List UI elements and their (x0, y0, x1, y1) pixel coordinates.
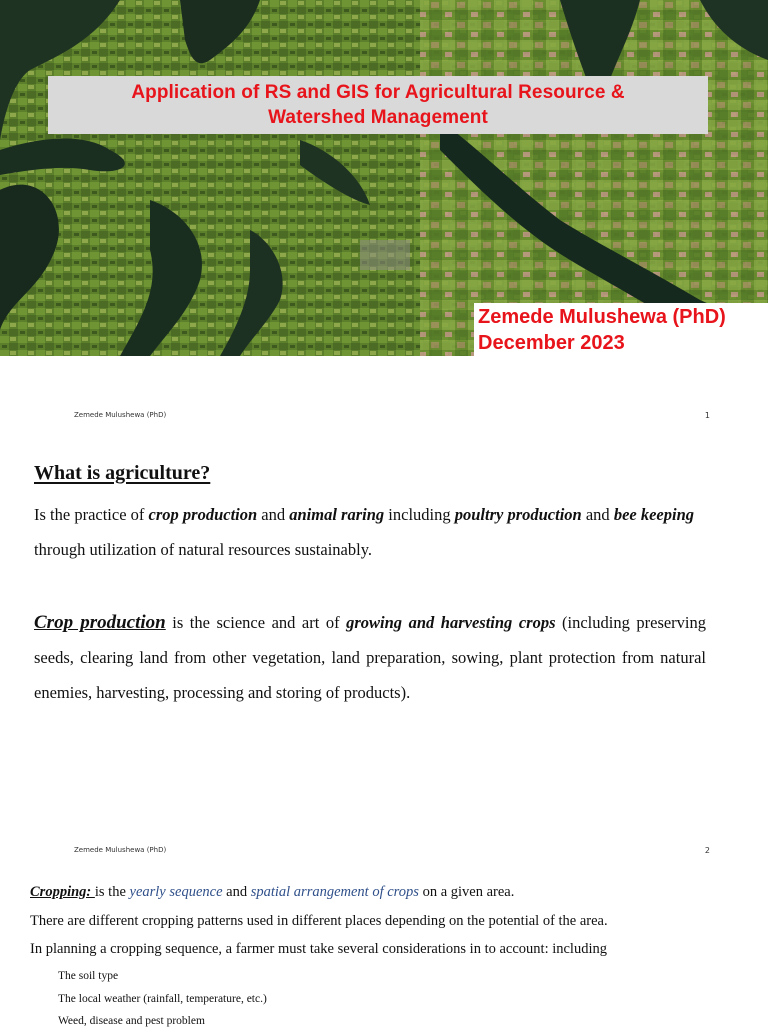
emphasis-term: crop production (148, 505, 258, 524)
text-run: on a given area. (418, 884, 515, 900)
emphasis-term: animal raring (289, 505, 385, 524)
text-run: through utilization of natural resources sustainably. (34, 540, 373, 559)
text-run: is the science and art of (165, 613, 347, 632)
crop-production-paragraph (34, 605, 706, 710)
text-run: including (384, 505, 455, 524)
highlight-term: yearly sequence (129, 884, 223, 900)
cropping-patterns-line: There are different cropping patterns used in different places depending on the potential of the area. (30, 913, 608, 929)
header-author: Zemede Mulushewa (PhD) (74, 846, 167, 854)
text-run: is the (94, 884, 130, 900)
definition-paragraph (34, 497, 706, 567)
title-line-1: Application of RS and GIS for Agricultural Resource & (131, 82, 625, 103)
title-slide (0, 0, 768, 356)
considerations-list (58, 965, 658, 1033)
list-item: The local weather (rainfall, temperature, etc.) (58, 992, 267, 1005)
page-number: 2 (704, 846, 710, 855)
emphasis-term: poultry production (454, 505, 582, 524)
cropping-definition (30, 878, 730, 906)
defined-term: Cropping: (30, 884, 95, 900)
text-run: and (222, 884, 251, 900)
presentation-date: December 2023 (478, 332, 625, 354)
planning-line: In planning a cropping sequence, a farmer must take several considerations in to account: including (30, 941, 607, 957)
page-header-1 (74, 411, 714, 425)
list-item: Weed, disease and pest problem (58, 1015, 205, 1027)
title-line-2: Watershed Management (268, 107, 488, 128)
author-name: Zemede Mulushewa (PhD) (478, 306, 726, 328)
emphasis-term: bee keeping (613, 505, 694, 524)
text-run: and (581, 505, 614, 524)
emphasis-term: growing and harvesting crops (346, 613, 556, 632)
list-item: The soil type (58, 970, 119, 982)
highlight-term: spatial arrangement of crops (250, 884, 419, 900)
text-run: and (257, 505, 290, 524)
title-banner (48, 76, 708, 134)
section-heading: What is agriculture? (34, 462, 211, 484)
text-run: Is the practice of (34, 505, 149, 524)
header-author: Zemede Mulushewa (PhD) (74, 411, 167, 419)
page-header-2 (74, 846, 714, 860)
page-number: 1 (704, 411, 710, 420)
text-run: (including preserving seeds, clearing land from other vegetation, land preparation, sowing, plant protection from natural enemies, harvesting, processing and storing of products). (34, 613, 707, 702)
defined-term: Crop production (34, 612, 166, 633)
author-box (474, 303, 768, 356)
